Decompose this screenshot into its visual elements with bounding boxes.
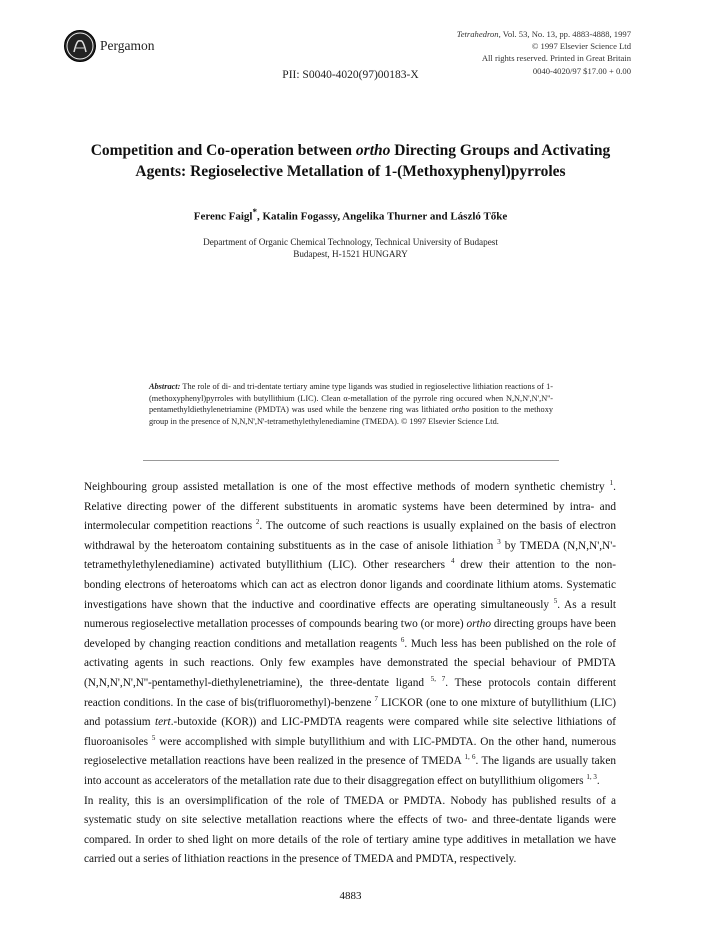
affiliation bbox=[0, 236, 701, 260]
reference-mark: 1, 6 bbox=[464, 753, 476, 762]
body-text-segment: . bbox=[596, 774, 600, 787]
body-text-segment: directing groups have been developed by changing reaction conditions and metallation reagents bbox=[84, 618, 616, 650]
author-rest: , Katalin Fogassy, Angelika Thurner and László Tőke bbox=[256, 210, 508, 223]
paper-title bbox=[80, 141, 621, 182]
publisher-name: Pergamon bbox=[100, 38, 155, 53]
abstract-text: The role of di- and tri-dentate tertiary amine type ligands was studied in regioselective lithiation reactions of 1-(methoxyphenyl)pyrroles with butyllithium (LIC). Clean α-metallation of the pyrrole ring occured when N,N,N',N',N''-pentamethyldiethylenetriamine (PMDTA) was used while the benzene ring was lithiated bbox=[149, 382, 553, 415]
journal-name: Tetrahedron bbox=[456, 29, 499, 39]
price-line: 0040-4020/97 $17.00 + 0.00 bbox=[532, 65, 631, 76]
body-text-segment: . Relative directing power of the different substituents in aromatic systems have been determined by intra- and intermolecular competition reactions bbox=[84, 481, 616, 533]
reference-mark: 1 bbox=[609, 479, 614, 488]
abstract-text-end: position to the methoxy group in the presence of N,N,N',N'-tetramethylethylenediamine (TMEDA). © 1997 Elsevier Science Ltd. bbox=[149, 405, 553, 426]
reference-mark: 2 bbox=[255, 518, 260, 527]
affiliation-line-2: Budapest, H-1521 HUNGARY bbox=[293, 249, 408, 259]
body-text-segment: . As a result numerous regioselective metallation processes of compounds bearing two (or more) bbox=[84, 598, 617, 631]
reference-mark: 6 bbox=[400, 635, 405, 644]
reference-mark: 5, 7 bbox=[430, 675, 446, 684]
journal-citation bbox=[457, 28, 631, 40]
abstract-label: Abstract: bbox=[149, 382, 181, 391]
reference-mark: 7 bbox=[374, 694, 378, 703]
abstract-italic: ortho bbox=[451, 405, 470, 415]
title-text-rest: Directing Groups and Activating Agents: Regioselective Metallation of 1-(Methoxyphenyl)pyrroles bbox=[135, 142, 611, 180]
body-text-segment: drew their attention to the non-bonding electrons of heteroatoms which can act as electron donor ligands and coordinate lithium atoms. Systematic investigations have shown that the inductive and coordinative effects are operating simultaneously bbox=[84, 559, 616, 611]
body-text-segment: Neighbouring group assisted metallation is one of the most effective methods of modern synthetic chemistry bbox=[84, 481, 610, 493]
title-text: Competition and Co-operation between bbox=[90, 142, 356, 159]
abstract-divider bbox=[143, 460, 559, 461]
body-paragraph-2: In reality, this is an oversimplification of the role of TMEDA or PMDTA. Nobody has published results of a systematic study on site selective metallation reactions where the effects of two- and three-dentate ligands were compared. In order to shed light on more details of the role of tertiary amine type additives in metallation we have carried out a series of lithiation reactions in the presence of TMEDA and PMDTA, respectively. bbox=[84, 794, 616, 866]
body-text-segment: by TMEDA (N,N,N',N'-tetramethylethylenediamine) activated butyllithium (LIC). Other researchers bbox=[84, 539, 617, 572]
abstract bbox=[149, 381, 553, 427]
author-list bbox=[0, 207, 701, 223]
reference-mark: 3 bbox=[497, 538, 501, 547]
author-first: Ferenc Faigl bbox=[193, 210, 253, 223]
rights-line: All rights reserved. Printed in Great Britain bbox=[481, 53, 631, 64]
body-text-segment: . The outcome of such reactions is usually explained on the basis of electron withdrawal by the heteroatom containing substituents as in the case of anisole lithiation bbox=[84, 520, 616, 552]
title-italic: ortho bbox=[355, 142, 391, 159]
pergamon-logo bbox=[64, 30, 96, 62]
reference-mark: 5 bbox=[151, 733, 156, 742]
journal-volume: , Vol. 53, No. 13, pp. 4883-4888, 1997 bbox=[498, 29, 631, 39]
pii-line: PII: S0040-4020(97)00183-X bbox=[282, 69, 419, 81]
corresponding-mark: * bbox=[252, 207, 257, 217]
body-text-segment: . Much less has been published on the role of activating agents in such reactions. Only few examples have demonstrated the special behaviour of PMDTA (N,N,N',N',N''-pentamethyl-diethylenetriamine), the three-dentate ligand bbox=[84, 637, 616, 689]
body-italic: ortho bbox=[466, 618, 491, 631]
body-italic: tert bbox=[155, 716, 171, 729]
reference-mark: 1, 3 bbox=[586, 773, 597, 782]
body-text bbox=[84, 478, 616, 870]
body-text-segment: LICKOR (one to one mixture of butyllithium (LIC) and potassium bbox=[84, 696, 616, 729]
body-text-segment: .-butoxide (KOR)) and LIC-PMDTA reagents were compared while site selective lithiations of fluoroanisoles bbox=[84, 716, 616, 748]
copyright-line: © 1997 Elsevier Science Ltd bbox=[531, 41, 631, 52]
body-text-segment: . The ligands are usually taken into account as accelerators of the metallation rate due to their disaggregation effect on butyllithium oligomers bbox=[84, 755, 616, 787]
body-text-segment: . These protocols contain different reaction conditions. In the case of bis(trifluoromethyl)-benzene bbox=[84, 676, 616, 709]
affiliation-line-1: Department of Organic Chemical Technology, Technical University of Budapest bbox=[203, 237, 498, 247]
body-text-segment: were accomplished with simple butyllithium and with LIC-PMDTA. On the other hand, numerous regioselective metallation reactions have been realized in the presence of TMEDA bbox=[84, 735, 616, 768]
body-paragraph-1 bbox=[84, 478, 616, 792]
reference-mark: 5 bbox=[553, 596, 558, 605]
page-number: 4883 bbox=[339, 890, 362, 902]
reference-mark: 4 bbox=[450, 557, 455, 566]
